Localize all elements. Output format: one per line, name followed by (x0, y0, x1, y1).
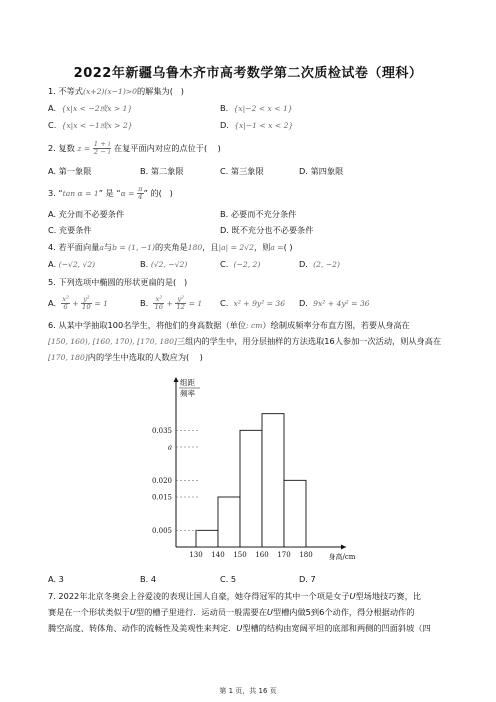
x-axis-arrow (341, 545, 346, 550)
q6-unit: : cm (246, 321, 263, 330)
q6-text-6: 内的学生中选取的人数应为( (87, 352, 190, 362)
option-value: {x|x < −2或x > 1} (61, 104, 133, 113)
x-tick-label: 140 (211, 551, 225, 559)
q4-option-a[interactable] (48, 259, 95, 270)
histogram-bar (284, 480, 306, 547)
q4-option-c[interactable] (220, 259, 260, 270)
option-label: A. (48, 259, 57, 269)
q2-fraction (93, 141, 112, 156)
histogram-bar (240, 430, 262, 547)
q1-option-d[interactable] (220, 120, 293, 131)
q7-text-6: 个动作，得分根据动作的 (324, 607, 415, 617)
q4-stem-mid3: ，则 (253, 242, 271, 252)
q3-alpha: α = (120, 189, 135, 198)
q2-stem-text: 2. 复数 (48, 143, 75, 153)
q3-close-paren: ) (169, 188, 173, 198)
q4-option-d[interactable] (299, 259, 340, 270)
fraction-numerator: y² (81, 296, 92, 304)
option-label: B. (140, 298, 149, 308)
option-value: {x|x < −1或x > 2} (61, 121, 133, 130)
q7-num-6: 6 (319, 607, 325, 617)
q7-u-letter: U (129, 607, 136, 617)
fraction-denominator: 16 (154, 303, 164, 311)
q5-close-paren: ) (184, 277, 188, 287)
q4-close-paren: ( ) (283, 242, 293, 252)
q6-intervals: [150, 160), [160, 170), [170, 180] (48, 337, 177, 346)
q6-interval-last: [170, 180] (48, 353, 88, 362)
fraction-numerator: x² (62, 295, 69, 303)
option-label: C. (220, 298, 229, 308)
y-tick-label: 0.015 (151, 493, 172, 502)
x-tick-label: 130 (189, 551, 203, 559)
page-footer: 第 1 页，共 16 页 (219, 687, 277, 695)
fraction (61, 296, 70, 311)
q1-inequality: (x+2)(x−1)>0 (82, 87, 137, 96)
q4-stem-text: 4. 若平面向量 (48, 242, 100, 252)
fraction-denominator: 12 (176, 303, 185, 311)
q6-text-3: ）绘制成频率分布直方图，若要从身高在 (262, 320, 410, 330)
option-value: 9x² + 4y² = 36 (313, 299, 370, 308)
q7-text: 7. 2022年北京冬奥会上谷爱凌的表现让国人自豪，她夺得冠军的其中一个项是女子 (48, 591, 350, 601)
q6-option-a[interactable]: A. 3 (48, 574, 64, 584)
y-axis-arrow (174, 377, 179, 382)
q4-stem-mid2: ，且 (202, 242, 219, 252)
q4-and: 与 (103, 242, 113, 252)
y-tick-label: 0.005 (151, 526, 172, 535)
q2-option-a[interactable]: A. 第一象限 (48, 166, 92, 176)
fraction-denominator: 10 (82, 303, 91, 311)
q7-text-7: 腾空高度、转体角、动作的流畅性及美观性来判定． (48, 623, 237, 633)
question-6-line-3 (48, 352, 203, 363)
option-value: (−2, 2) (233, 260, 261, 269)
q2-stem-tail: 在复平面内对应的点位于( (113, 143, 208, 153)
page-title: 2022年新疆乌鲁木齐市高考数学第二次质检试卷（理科） (73, 66, 423, 81)
q2-option-d[interactable]: D. 第四象限 (299, 166, 344, 176)
fraction-numerator: x² (153, 296, 164, 304)
q5-option-d[interactable] (299, 298, 370, 309)
y-axis-label-bottom: 频率 (180, 389, 195, 398)
q7-text-to: 到 (310, 607, 320, 617)
histogram-bar (262, 414, 284, 547)
q7-text-5: 型槽内做 (272, 607, 306, 617)
q1-stem-text: 1. 不等式 (48, 86, 83, 96)
q1-option-c[interactable] (48, 120, 133, 131)
question-7-line-2 (48, 607, 414, 618)
q5-option-a[interactable]: A. $\frac{\text{x²}}{6}$ + $\frac{\text{y²}}{10}$ = 1 (48, 295, 108, 311)
q2-option-b[interactable]: B. 第二象限 (140, 166, 184, 176)
q7-u-letter: U (266, 607, 273, 617)
option-label: C. (48, 120, 57, 130)
histogram-bar (218, 497, 240, 547)
y-axis-label-top: 组距 (180, 378, 195, 387)
question-2-stem (48, 138, 221, 159)
q2-option-c[interactable]: C. 第三象限 (220, 166, 264, 176)
q4-ask: a = (270, 243, 284, 252)
q3-stem-mid: ” 是 “ (98, 188, 121, 198)
q7-text-2: 型场地技巧赛，比 (355, 591, 421, 601)
question-3-stem (48, 183, 173, 204)
q6-count: 100 (107, 320, 124, 330)
q6-close-paren: ) (199, 352, 203, 362)
q5-option-c[interactable] (220, 298, 285, 309)
frequency-histogram (140, 365, 370, 565)
q4-vector-a: a (99, 243, 104, 252)
q7-text-4: 型的槽子里进行．运动员一般需要在 (135, 607, 267, 617)
x-tick-label: 150 (233, 551, 247, 559)
q7-u-letter: U (349, 591, 356, 601)
option-value: x² + 9y² = 36 (233, 299, 286, 308)
q7-text-3: 赛是在一个形状类似于 (48, 607, 130, 617)
question-1-stem (48, 86, 184, 97)
fraction-denominator: 2 − i (93, 148, 111, 156)
equation-tail: = 1 (188, 299, 203, 308)
q3-option-d[interactable]: D. 既不充分也不必要条件 (220, 225, 314, 235)
q1-close-paren: ) (180, 86, 184, 96)
option-value: (2, −2) (313, 260, 340, 269)
x-tick-label: 170 (277, 551, 291, 559)
option-label: B. (220, 103, 229, 113)
equation-tail: = 1 (94, 299, 108, 308)
q7-num-5: 5 (305, 607, 311, 617)
fraction (175, 296, 186, 311)
option-value: (−√2, √2) (58, 260, 96, 269)
q1-option-a[interactable] (48, 103, 132, 114)
q3-condition: tan α = 1 (62, 189, 99, 198)
fraction-denominator: 4 (138, 193, 143, 201)
option-label: A. (48, 298, 57, 308)
question-5-stem (48, 277, 187, 288)
option-label: D. (299, 298, 308, 308)
fraction-denominator: 6 (63, 303, 68, 311)
fraction-numerator: π (138, 185, 143, 193)
y-tick-label: a (167, 443, 172, 452)
q6-text-4: 三组内的学生中，用分层抽样的方法选取 (176, 336, 325, 346)
fraction-numerator: y² (175, 296, 186, 304)
option-label: B. (140, 259, 149, 269)
q6-text-2: 名学生，将他们的身高数据（单位 (123, 320, 247, 330)
fraction (153, 296, 164, 311)
q1-option-b[interactable] (220, 103, 293, 114)
q6-text-5: 人参加一次活动，则从身高在 (334, 336, 442, 346)
histogram-bar (196, 530, 218, 547)
q1-stem-tail: 的解集为( (136, 86, 173, 96)
q6-option-d[interactable]: D. 7 (299, 574, 316, 584)
q2-close-paren: ) (217, 143, 221, 153)
q2-z: z = (77, 144, 91, 153)
option-value: {x|−1 < x < 2} (234, 121, 294, 130)
q3-option-c[interactable]: C. 充要条件 (48, 225, 92, 235)
x-tick-label: 180 (299, 551, 313, 559)
q3-stem-tail: ” 的( (143, 188, 162, 198)
q6-option-c[interactable]: C. 5 (220, 574, 237, 584)
question-6-line-1 (48, 320, 410, 331)
q7-u-letter: U (236, 623, 243, 633)
q4-stem-mid: 的夹角是 (154, 242, 188, 252)
question-6-line-2 (48, 336, 441, 347)
q5-stem-text: 5. 下列选项中椭圆的形状更扁的是( (48, 277, 177, 287)
q3-option-b[interactable]: B. 必要而不充分条件 (220, 209, 297, 219)
x-tick-label: 160 (255, 551, 269, 559)
q4-vector-b: b = (1, −1) (112, 243, 155, 252)
question-7-line-1 (48, 591, 421, 602)
question-7-line-3 (48, 623, 431, 634)
option-value: {x|−2 < x < 1} (233, 104, 293, 113)
q3-stem-text: 3. “ (48, 188, 63, 198)
option-label: C. (220, 259, 229, 269)
x-axis-label: 身高/cm (328, 553, 356, 561)
q6-select-count: 16 (324, 336, 335, 346)
q4-option-b[interactable] (140, 259, 187, 270)
option-label: D. (299, 259, 308, 269)
y-tick-label: 0.035 (151, 426, 172, 435)
q5-option-b[interactable]: B. $\frac{\text{x²}}{16}$ + $\frac{\text{y²}}{12}$ = 1 (140, 295, 203, 311)
q7-text-8: 型槽的结构由宽阔平坦的底部和两侧的凹面斜坡（四 (242, 623, 431, 633)
y-tick-label: 0.020 (151, 476, 172, 485)
q4-angle: 180 (187, 243, 203, 252)
option-label: D. (220, 120, 229, 130)
option-value: (√2, −√2) (150, 260, 188, 269)
fraction-numerator: 1 + i (93, 140, 111, 148)
fraction (81, 296, 92, 311)
option-label: A. (48, 103, 57, 113)
q4-magnitude: |a| = 2√2 (218, 243, 254, 252)
question-4-stem (48, 242, 293, 253)
q6-text: 6. 从某中学抽取 (48, 320, 108, 330)
q3-option-a[interactable]: A. 充分而不必要条件 (48, 209, 125, 219)
q6-option-b[interactable]: B. 4 (140, 574, 157, 584)
